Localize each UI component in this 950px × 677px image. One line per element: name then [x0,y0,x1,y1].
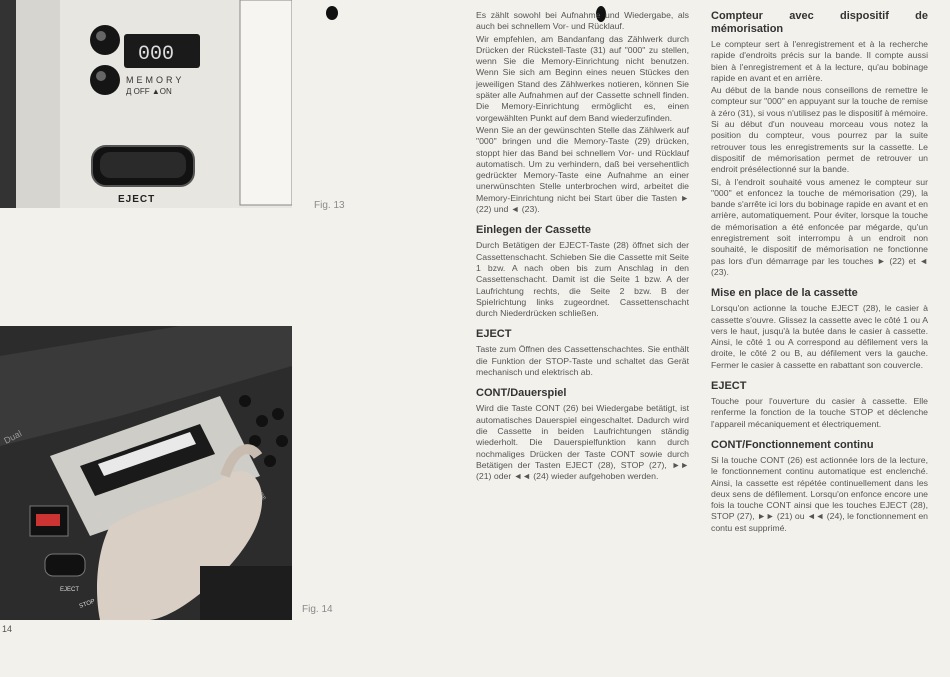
de-heading-cont: CONT/Dauerspiel [476,387,567,400]
fr-paragraph-3: Si, à l'endroit souhaité vous amenez le compteur sur "000" et enfoncez la touche de mémorisation (29), la bande s'arrête ici lors du bobinage rapide en avant et en arrière, automatiquement. Pour éviter, lorsque la touche de mémorisation a été enfoncée par mégarde, qu'un enregistrement soit interrompu à un endroit non souhaité, le dispositif de mémorisation ne fonctionne pas lors d'un démarrage par les touches ► (22) et ◄ (23). [711,176,928,277]
de-heading-insert: Einlegen der Cassette [476,224,591,237]
fr-heading-eject: EJECT [711,380,747,393]
figure-13-photo [0,0,292,208]
counter-display: 000 [138,43,175,66]
figure-13-caption: Fig. 13 [314,200,345,211]
fr-heading-counter: Compteur avec dispositif de mémorisation [711,10,928,35]
page-number: 14 [2,624,13,634]
de-paragraph-cont: Wird die Taste CONT (26) bei Wiedergabe betätigt, ist automatisches Dauerspiel eingeschaltet. Dadurch wird die Cassette in beiden Laufrichtungen ständig wiederholt. Die Dauerspielfunktion kann durch nochmaliges Drücken der Taste CONT sowie durch Betätigen der Tasten EJECT (28), STOP (27), ►► (21) oder ◄◄ (24) wieder aufgehoben werden. [476,403,689,482]
fr-paragraph-2: Au début de la bande nous conseillons de remettre le compteur sur "000" en appuyant sur la touche de remise à zéro (31), si vous n'utilisez pas le dispositif à mémoire. Si au début d'un nouveau morceau vous notez la position du compteur, vous pourrez par la suite retrouver tous les enregistrements sur la cassette. Le dispositif de mémorisation permet de retrouver un endroit présélectionné sur la bande. [711,85,929,175]
brand-logo: Dual [2,428,24,446]
fr-heading-insert: Mise en place de la cassette [711,287,858,300]
memory-label: MEMORY [126,75,185,85]
memory-states-label: Д OFF ▲ON [126,87,172,96]
figure-14-photo [0,326,292,620]
ink-spot [326,6,338,20]
de-paragraph-2: Wir empfehlen, am Bandanfang das Zählwerk durch Drücken der Rückstell-Taste (31) auf "000" zu stellen, wenn Sie die Memory-Einrichtung nicht benutzen. Wenn Sie sich am Beginn eines neuen Stückes den jeweiligen Stand des Zählwerkes notieren, können Sie später alle Aufnahmen auf der Cassette schnell finden. Die Memory-Einrichtung ermöglicht es, einen vorgewählten Punkt auf dem Band wiederzufinden. [476,33,689,123]
de-paragraph-1: Es zählt sowohl bei Aufnahme und Wiedergabe, als auch bei schnellem Vor- und Rücklauf. [476,10,689,32]
figure-14-caption: Fig. 14 [302,604,333,615]
figure-14-illustration [0,326,292,620]
eject-button-label: EJECT [60,587,80,593]
figure-13-illustration [0,0,292,208]
fr-paragraph-1: Le compteur sert à l'enregistrement et à la recherche rapide d'endroits précis sur la bande. Il compte aussi bien à l'enregistrement et à la lecture, qu'au bobinage rapide en avant et en arrière. [711,39,928,83]
german-column [476,10,689,483]
fr-paragraph-insert: Lorsqu'on actionne la touche EJECT (28), le casier à cassette s'ouvre. Glissez la cassette avec le côté 1 ou A vers le haut, jusqu'à la butée dans le casier à cassette. Ainsi, le côté 1 ou A correspond au défilement vers la droite, le côté 2 ou B, au défilement vers la gauche. Fermer le casier à cassette en rabattant son couvercle. [711,303,928,370]
stop-button-label: STOP [78,598,96,610]
de-heading-eject: EJECT [476,328,512,341]
fr-paragraph-eject: Touche pour l'ouverture du casier à cassette. Elle renferme la fonction de la touche STOP et déclenche l'appareil mécaniquement et électriquement. [711,396,928,429]
de-paragraph-3: Wenn Sie an der gewünschten Stelle das Zählwerk auf "000" bringen und die Memory-Taste (29) drücken, stoppt hier das Band bei schnellem Vor- und Rücklauf automatisch. Um zu verhindern, daß bei versehentlich gedrückter Memory-Taste eine Aufnahme an einer unerwünschten Stelle unterbrochen wird, arbeitet die Memory-Einrichtung nicht bei Start über die Tasten ► (22) und ◄ (23). [476,124,689,215]
fr-heading-cont: CONT/Fonctionnement continu [711,438,874,451]
fr-paragraph-cont: Si la touche CONT (26) est actionnée lors de la lecture, le fonctionnement continu automatique est enclenché. Ainsi, la cassette est répétée continuellement dans les deux sens de défilement. Lorsqu'on enfonce encore une fois la touche CONT ainsi que les touches EJECT (28), STOP (27), ►► (21) ou ◄◄ (24), le fonctionnement en contu est supprimé. [711,454,928,533]
eject-label: EJECT [118,194,156,205]
de-paragraph-insert: Durch Betätigen der EJECT-Taste (28) öffnet sich der Cassettenschacht. Schieben Sie die Cassette mit Seite 1 bzw. A nach oben bis zum Anschlag in den Cassettenschacht. Damit ist die Seite 1 bzw. A der Laufrichtung rechts, die Seite 2 bzw. B der Spielrichtung links zugeordnet. Cassettenschacht durch Niederdrücken schließen. [476,240,689,319]
de-paragraph-eject: Taste zum Öffnen des Cassettenschachtes. Sie enthält die Funktion der STOP-Taste und schaltet das Gerät mechanisch und elektrisch ab. [476,344,689,378]
french-column [711,10,928,535]
